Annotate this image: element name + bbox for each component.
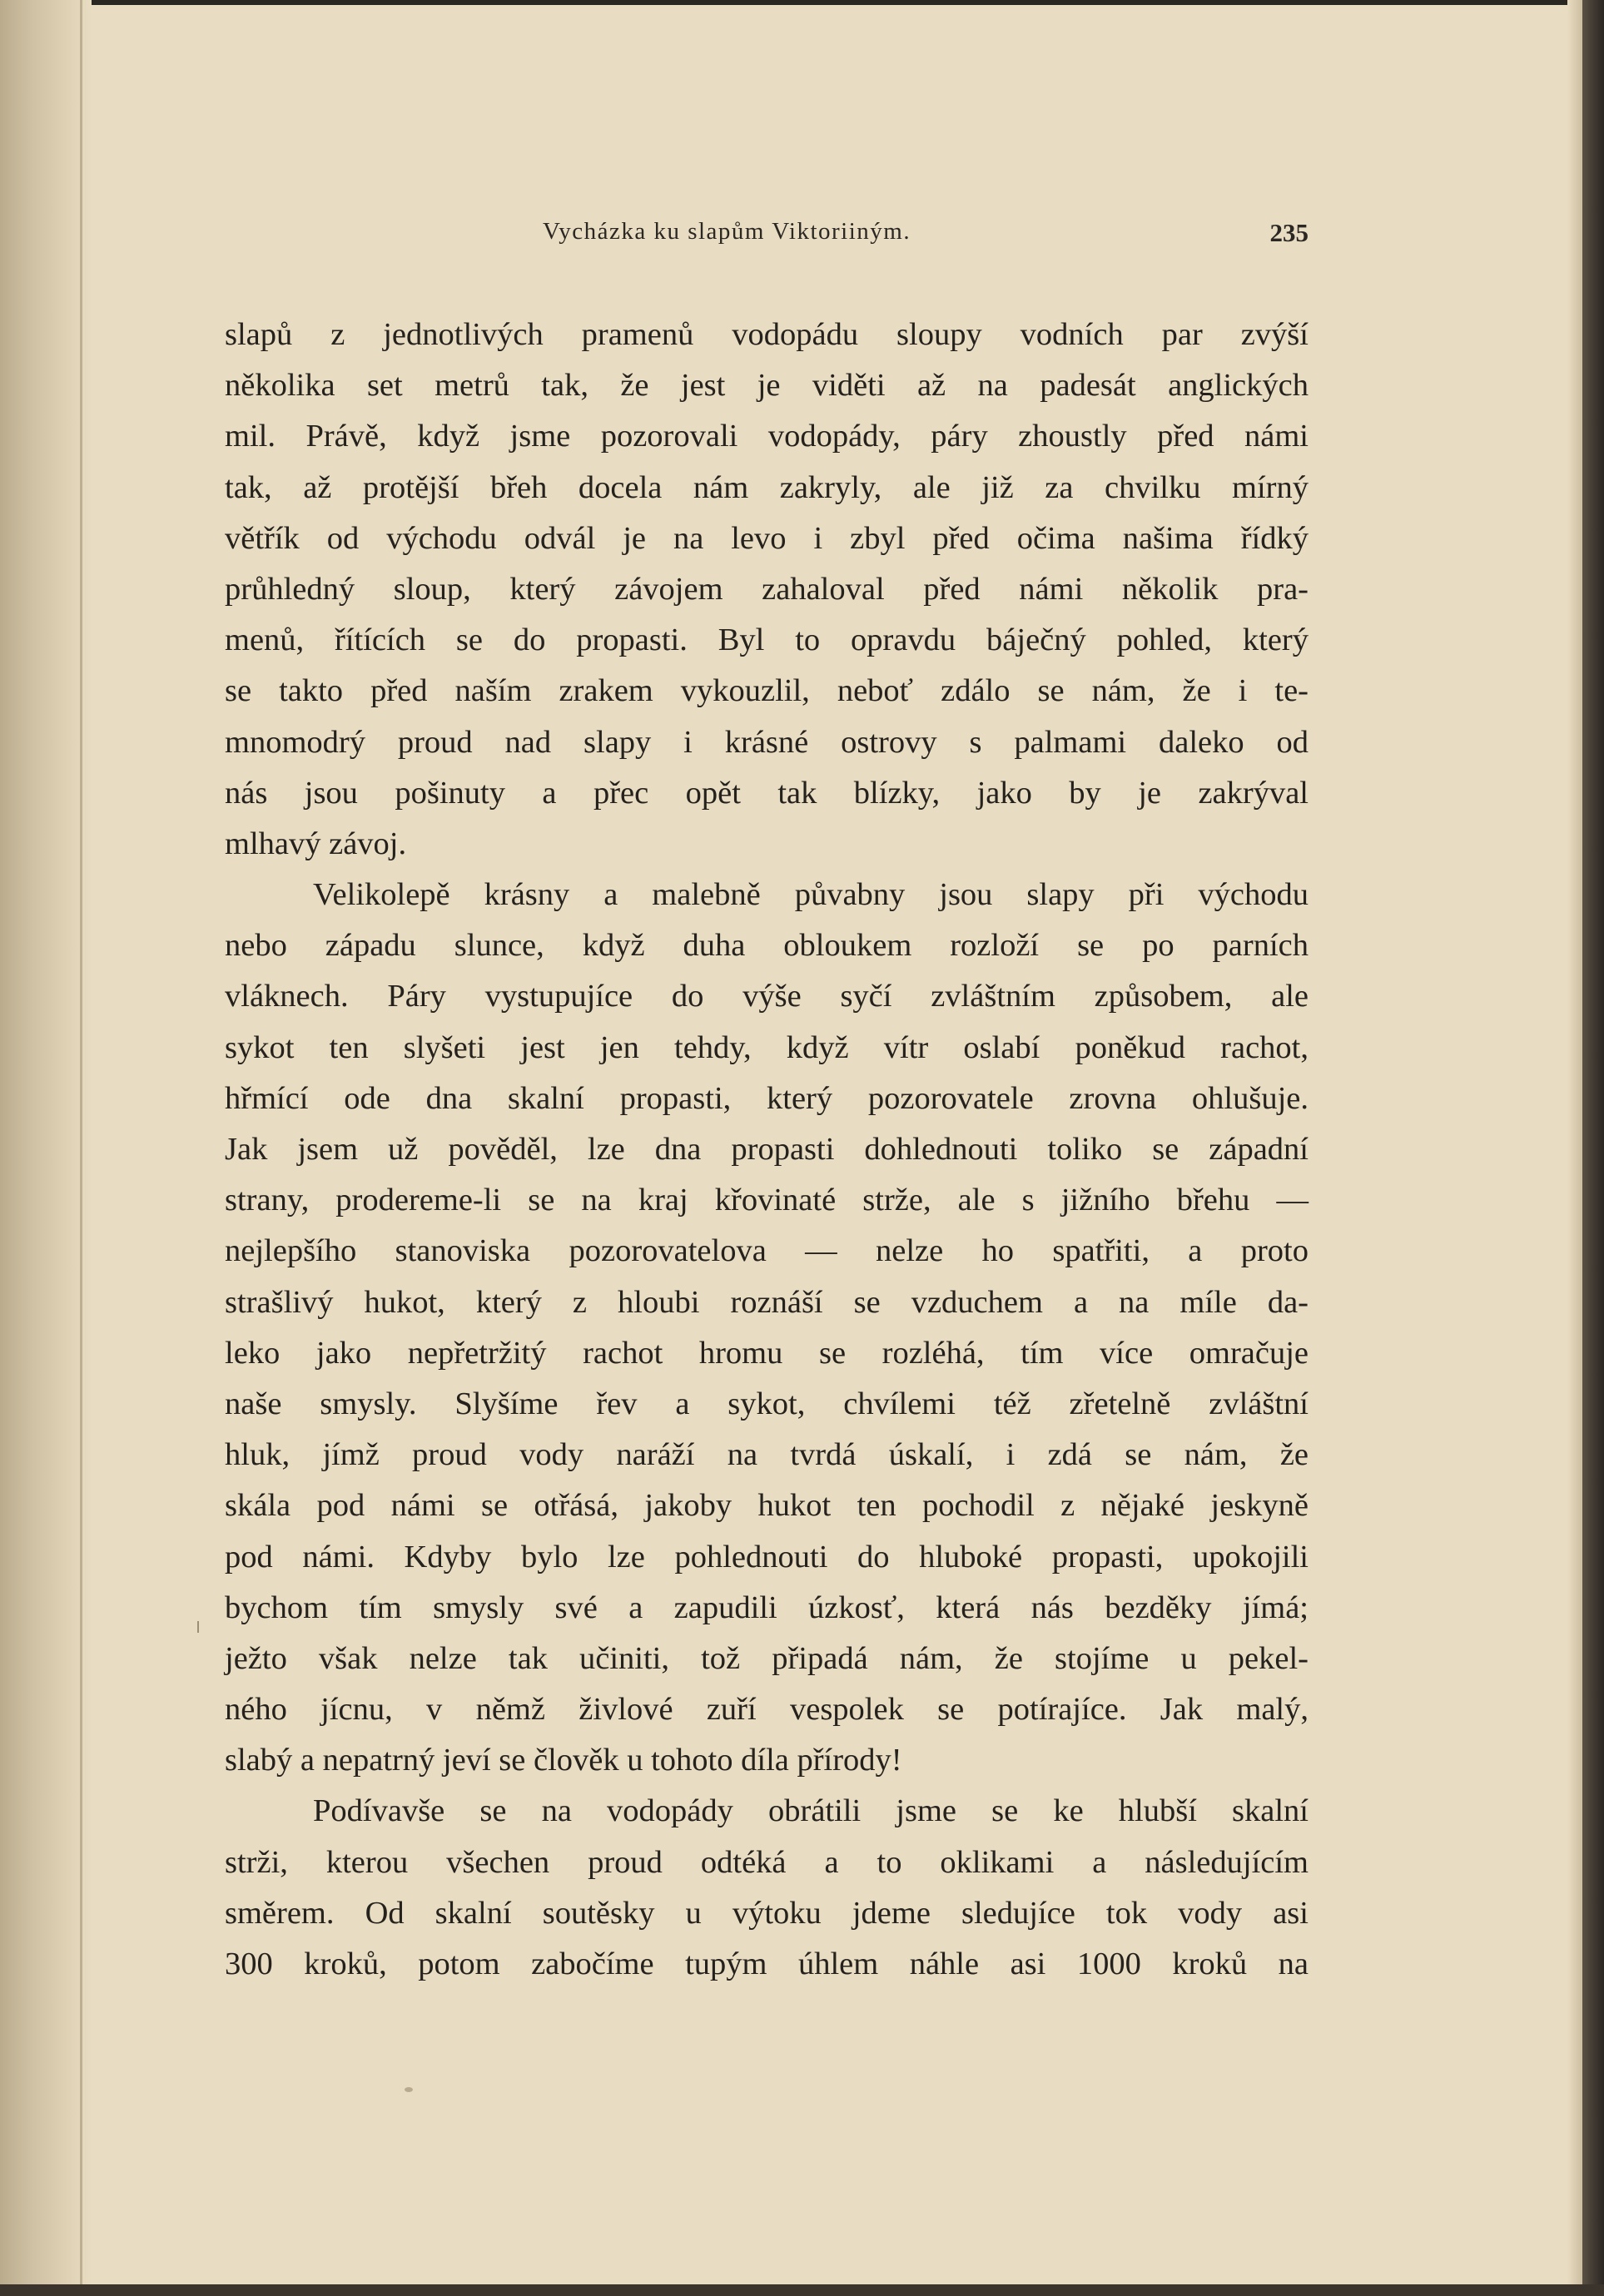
text-line: slapů z jednotlivých pramenů vodopádu sloupy vodních par zvýší bbox=[225, 317, 1309, 352]
text-line: hřmící ode dna skalní propasti, který pozorovatele zrovna ohlušuje. bbox=[225, 1080, 1309, 1116]
margin-mark bbox=[197, 1621, 199, 1633]
text-line: slabý a nepatrný jeví se člověk u tohoto díla přírody! bbox=[225, 1743, 902, 1778]
text-line: Podívavše se na vodopády obrátili jsme se ke hlubší skalní bbox=[313, 1793, 1309, 1829]
text-line: ježto však nelze tak učiniti, tož připadá nám, že stojíme u pekel- bbox=[225, 1640, 1309, 1676]
text-line: bychom tím smysly své a zapudili úzkosť, která nás bezděky jímá; bbox=[225, 1589, 1309, 1625]
text-line: 300 kroků, potom zabočíme tupým úhlem náhle asi 1000 kroků na bbox=[225, 1946, 1309, 1981]
text-line: mlhavý závoj. bbox=[225, 826, 407, 861]
text-line: nebo západu slunce, když duha obloukem rozloží se po parních bbox=[225, 928, 1309, 964]
text-line: Jak jsem už pověděl, lze dna propasti dohlednouti toliko se západní bbox=[225, 1132, 1309, 1167]
text-line: naše smysly. Slyšíme řev a sykot, chvílemi též zřetelně zvláštní bbox=[225, 1386, 1309, 1421]
text-line: strži, kterou všechen proud odtéká a to oklikami a následujícím bbox=[225, 1844, 1309, 1880]
right-edge-shadow bbox=[1582, 0, 1604, 2296]
text-line: ného jícnu, v němž živlové zuří vespolek se potírajíce. Jak malý, bbox=[225, 1692, 1309, 1728]
page-gutter bbox=[0, 0, 92, 2296]
text-line: leko jako nepřetržitý rachot hromu se rozléhá, tím více omračuje bbox=[225, 1335, 1309, 1371]
page-fore-edge bbox=[1567, 0, 1582, 2296]
text-line: Velikolepě krásny a malebně půvabny jsou slapy při východu bbox=[313, 877, 1309, 913]
paper-smudge bbox=[405, 2087, 413, 2092]
text-line: menů, řítících se do propasti. Byl to opravdu báječný pohled, který bbox=[225, 622, 1309, 658]
text-line: směrem. Od skalní soutěsky u výtoku jdeme sledujíce tok vody asi bbox=[225, 1895, 1309, 1931]
bottom-edge-shadow bbox=[0, 2284, 1604, 2296]
running-title: Vycházka ku slapům Viktoriiným. bbox=[543, 218, 911, 245]
text-line: nejlepšího stanoviska pozorovatelova — nelze ho spatřiti, a proto bbox=[225, 1233, 1309, 1269]
text-line: sykot ten slyšeti jest jen tehdy, když vítr oslabí poněkud rachot, bbox=[225, 1029, 1309, 1065]
running-header bbox=[226, 218, 1309, 255]
page-number: 235 bbox=[1269, 218, 1309, 247]
text-line: tak, až protější břeh docela nám zakryly, ale již za chvilku mírný bbox=[225, 469, 1309, 505]
top-edge-shadow bbox=[0, 0, 1604, 5]
text-line: mnomodrý proud nad slapy i krásné ostrovy s palmami daleko od bbox=[225, 724, 1309, 760]
text-line: vláknech. Páry vystupujíce do výše syčí zvláštním způsobem, ale bbox=[225, 979, 1309, 1014]
text-line: mil. Právě, když jsme pozorovali vodopády, páry zhoustly před námi bbox=[225, 419, 1309, 454]
text-line: větřík od východu odvál je na levo i zbyl před očima našima řídký bbox=[225, 520, 1309, 556]
text-line: strašlivý hukot, který z hloubi roznáší se vzduchem a na míle da- bbox=[225, 1284, 1309, 1320]
text-line: nás jsou pošinuty a přec opět tak blízky, jako by je zakrýval bbox=[225, 775, 1309, 811]
text-line: se takto před naším zrakem vykouzlil, neboť zdálo se nám, že i te- bbox=[225, 673, 1309, 709]
gutter-crease bbox=[80, 0, 82, 2296]
text-line: několika set metrů tak, že jest je viděti až na padesát anglických bbox=[225, 368, 1309, 404]
body-text bbox=[225, 310, 1309, 1990]
text-line: hluk, jímž proud vody naráží na tvrdá úskalí, i zdá se nám, že bbox=[225, 1437, 1309, 1473]
text-line: skála pod námi se otřásá, jakoby hukot ten pochodil z nějaké jeskyně bbox=[225, 1488, 1309, 1524]
text-line: strany, prodereme-li se na kraj křovinaté strže, ale s jižního břehu — bbox=[225, 1183, 1309, 1218]
text-line: pod námi. Kdyby bylo lze pohlednouti do hluboké propasti, upokojili bbox=[225, 1539, 1309, 1574]
text-line: průhledný sloup, který závojem zahaloval před námi několik pra- bbox=[225, 571, 1309, 607]
